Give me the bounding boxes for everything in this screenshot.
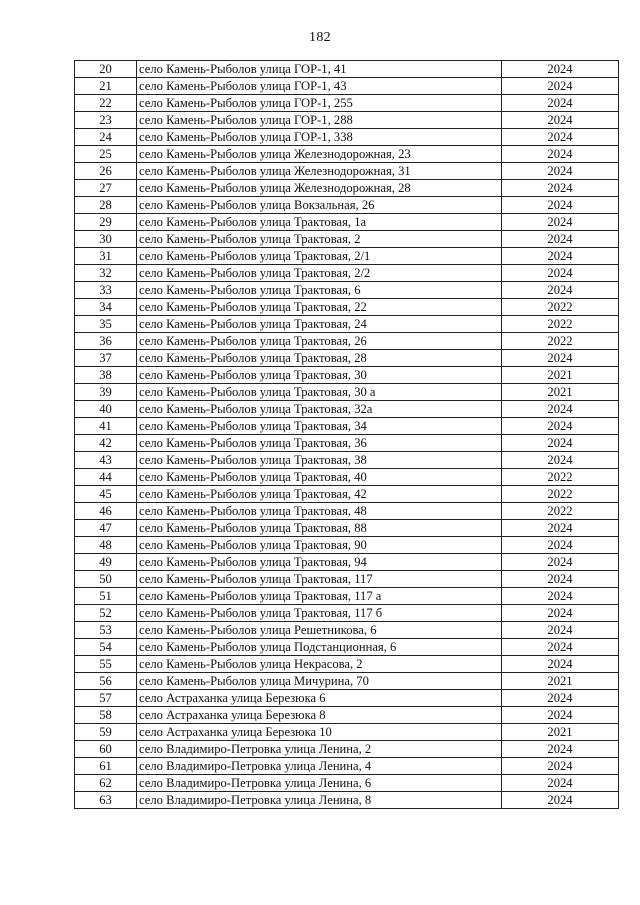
row-number-cell: 62 [75,775,137,792]
address-cell: село Камень-Рыболов улица Трактовая, 2/2 [137,265,502,282]
row-number-cell: 52 [75,605,137,622]
row-number-cell: 36 [75,333,137,350]
year-cell: 2024 [502,690,619,707]
address-cell: село Камень-Рыболов улица Трактовая, 36 [137,435,502,452]
row-number-cell: 20 [75,61,137,78]
row-number-cell: 31 [75,248,137,265]
address-cell: село Камень-Рыболов улица Трактовая, 28 [137,350,502,367]
address-cell: село Камень-Рыболов улица ГОР-1, 288 [137,112,502,129]
table-row [75,163,619,180]
address-cell: село Камень-Рыболов улица Трактовая, 48 [137,503,502,520]
table-row [75,78,619,95]
year-cell: 2024 [502,554,619,571]
year-cell: 2024 [502,129,619,146]
address-cell: село Камень-Рыболов улица Железнодорожная, 28 [137,180,502,197]
table-row [75,588,619,605]
table-row [75,690,619,707]
year-cell: 2024 [502,265,619,282]
address-table-container [74,60,615,809]
table-row [75,231,619,248]
row-number-cell: 44 [75,469,137,486]
year-cell: 2024 [502,350,619,367]
row-number-cell: 53 [75,622,137,639]
table-row [75,435,619,452]
row-number-cell: 37 [75,350,137,367]
address-table-body [75,61,619,809]
table-row [75,605,619,622]
address-cell: село Камень-Рыболов улица Трактовая, 26 [137,333,502,350]
row-number-cell: 25 [75,146,137,163]
table-row [75,741,619,758]
table-row [75,520,619,537]
address-cell: село Камень-Рыболов улица Трактовая, 34 [137,418,502,435]
year-cell: 2024 [502,197,619,214]
address-cell: село Камень-Рыболов улица Подстанционная, 6 [137,639,502,656]
address-cell: село Камень-Рыболов улица Трактовая, 88 [137,520,502,537]
table-row [75,61,619,78]
year-cell: 2024 [502,78,619,95]
table-row [75,112,619,129]
address-cell: село Владимиро-Петровка улица Ленина, 2 [137,741,502,758]
address-cell: село Камень-Рыболов улица Трактовая, 32а [137,401,502,418]
address-cell: село Камень-Рыболов улица Трактовая, 2/1 [137,248,502,265]
row-number-cell: 57 [75,690,137,707]
table-row [75,707,619,724]
address-cell: село Камень-Рыболов улица Трактовая, 24 [137,316,502,333]
address-cell: село Камень-Рыболов улица Трактовая, 22 [137,299,502,316]
year-cell: 2024 [502,639,619,656]
table-row [75,95,619,112]
table-row [75,333,619,350]
year-cell: 2024 [502,112,619,129]
year-cell: 2024 [502,282,619,299]
table-row [75,469,619,486]
table-row [75,418,619,435]
year-cell: 2024 [502,520,619,537]
row-number-cell: 47 [75,520,137,537]
table-row [75,180,619,197]
table-row [75,129,619,146]
address-cell: село Камень-Рыболов улица Трактовая, 1а [137,214,502,231]
table-row [75,639,619,656]
address-cell: село Камень-Рыболов улица Решетникова, 6 [137,622,502,639]
row-number-cell: 51 [75,588,137,605]
table-row [75,622,619,639]
year-cell: 2024 [502,418,619,435]
row-number-cell: 33 [75,282,137,299]
address-cell: село Камень-Рыболов улица Вокзальная, 26 [137,197,502,214]
year-cell: 2024 [502,792,619,809]
address-cell: село Камень-Рыболов улица Трактовая, 117 а [137,588,502,605]
table-row [75,316,619,333]
address-cell: село Камень-Рыболов улица Железнодорожная, 23 [137,146,502,163]
year-cell: 2021 [502,384,619,401]
page-number: 182 [309,30,331,45]
year-cell: 2024 [502,741,619,758]
table-row [75,214,619,231]
year-cell: 2024 [502,605,619,622]
row-number-cell: 35 [75,316,137,333]
address-cell: село Камень-Рыболов улица Трактовая, 42 [137,486,502,503]
year-cell: 2024 [502,214,619,231]
year-cell: 2021 [502,367,619,384]
table-row [75,452,619,469]
row-number-cell: 32 [75,265,137,282]
table-row [75,265,619,282]
address-cell: село Астраханка улица Березюка 6 [137,690,502,707]
address-cell: село Астраханка улица Березюка 8 [137,707,502,724]
row-number-cell: 63 [75,792,137,809]
year-cell: 2024 [502,622,619,639]
row-number-cell: 39 [75,384,137,401]
row-number-cell: 49 [75,554,137,571]
year-cell: 2024 [502,401,619,418]
table-row [75,197,619,214]
table-row [75,554,619,571]
year-cell: 2024 [502,588,619,605]
year-cell: 2024 [502,231,619,248]
year-cell: 2022 [502,503,619,520]
address-cell: село Камень-Рыболов улица Железнодорожная, 31 [137,163,502,180]
table-row [75,656,619,673]
row-number-cell: 21 [75,78,137,95]
address-cell: село Камень-Рыболов улица Трактовая, 40 [137,469,502,486]
address-cell: село Владимиро-Петровка улица Ленина, 4 [137,758,502,775]
row-number-cell: 60 [75,741,137,758]
row-number-cell: 42 [75,435,137,452]
year-cell: 2021 [502,673,619,690]
table-row [75,775,619,792]
row-number-cell: 24 [75,129,137,146]
row-number-cell: 48 [75,537,137,554]
year-cell: 2024 [502,758,619,775]
table-row [75,486,619,503]
year-cell: 2021 [502,724,619,741]
row-number-cell: 38 [75,367,137,384]
table-row [75,282,619,299]
year-cell: 2024 [502,95,619,112]
year-cell: 2024 [502,146,619,163]
address-table [74,60,619,809]
address-cell: село Камень-Рыболов улица Трактовая, 38 [137,452,502,469]
address-cell: село Камень-Рыболов улица ГОР-1, 41 [137,61,502,78]
year-cell: 2024 [502,707,619,724]
row-number-cell: 56 [75,673,137,690]
year-cell: 2022 [502,486,619,503]
row-number-cell: 45 [75,486,137,503]
year-cell: 2022 [502,299,619,316]
row-number-cell: 40 [75,401,137,418]
row-number-cell: 34 [75,299,137,316]
table-row [75,724,619,741]
table-row [75,146,619,163]
row-number-cell: 46 [75,503,137,520]
table-row [75,248,619,265]
table-row [75,367,619,384]
row-number-cell: 61 [75,758,137,775]
address-cell: село Камень-Рыболов улица ГОР-1, 43 [137,78,502,95]
address-cell: село Камень-Рыболов улица Трактовая, 6 [137,282,502,299]
year-cell: 2022 [502,333,619,350]
address-cell: село Камень-Рыболов улица Трактовая, 117 б [137,605,502,622]
row-number-cell: 55 [75,656,137,673]
address-cell: село Камень-Рыболов улица Трактовая, 30 [137,367,502,384]
year-cell: 2024 [502,537,619,554]
address-cell: село Камень-Рыболов улица Трактовая, 94 [137,554,502,571]
year-cell: 2022 [502,469,619,486]
address-cell: село Камень-Рыболов улица Трактовая, 90 [137,537,502,554]
table-row [75,503,619,520]
year-cell: 2024 [502,248,619,265]
address-cell: село Камень-Рыболов улица Трактовая, 2 [137,231,502,248]
row-number-cell: 23 [75,112,137,129]
table-row [75,401,619,418]
row-number-cell: 50 [75,571,137,588]
row-number-cell: 28 [75,197,137,214]
year-cell: 2024 [502,61,619,78]
address-cell: село Камень-Рыболов улица Мичурина, 70 [137,673,502,690]
row-number-cell: 59 [75,724,137,741]
row-number-cell: 58 [75,707,137,724]
address-cell: село Камень-Рыболов улица Некрасова, 2 [137,656,502,673]
address-cell: село Астраханка улица Березюка 10 [137,724,502,741]
address-cell: село Камень-Рыболов улица Трактовая, 117 [137,571,502,588]
row-number-cell: 54 [75,639,137,656]
table-row [75,758,619,775]
address-cell: село Владимиро-Петровка улица Ленина, 8 [137,792,502,809]
year-cell: 2024 [502,775,619,792]
table-row [75,792,619,809]
address-cell: село Камень-Рыболов улица ГОР-1, 338 [137,129,502,146]
row-number-cell: 43 [75,452,137,469]
table-row [75,299,619,316]
row-number-cell: 26 [75,163,137,180]
row-number-cell: 30 [75,231,137,248]
year-cell: 2024 [502,452,619,469]
table-row [75,571,619,588]
year-cell: 2022 [502,316,619,333]
table-row [75,384,619,401]
row-number-cell: 27 [75,180,137,197]
row-number-cell: 22 [75,95,137,112]
table-row [75,673,619,690]
table-row [75,350,619,367]
year-cell: 2024 [502,571,619,588]
year-cell: 2024 [502,656,619,673]
address-cell: село Камень-Рыболов улица ГОР-1, 255 [137,95,502,112]
row-number-cell: 41 [75,418,137,435]
address-cell: село Владимиро-Петровка улица Ленина, 6 [137,775,502,792]
address-cell: село Камень-Рыболов улица Трактовая, 30 а [137,384,502,401]
table-row [75,537,619,554]
year-cell: 2024 [502,180,619,197]
year-cell: 2024 [502,435,619,452]
year-cell: 2024 [502,163,619,180]
row-number-cell: 29 [75,214,137,231]
